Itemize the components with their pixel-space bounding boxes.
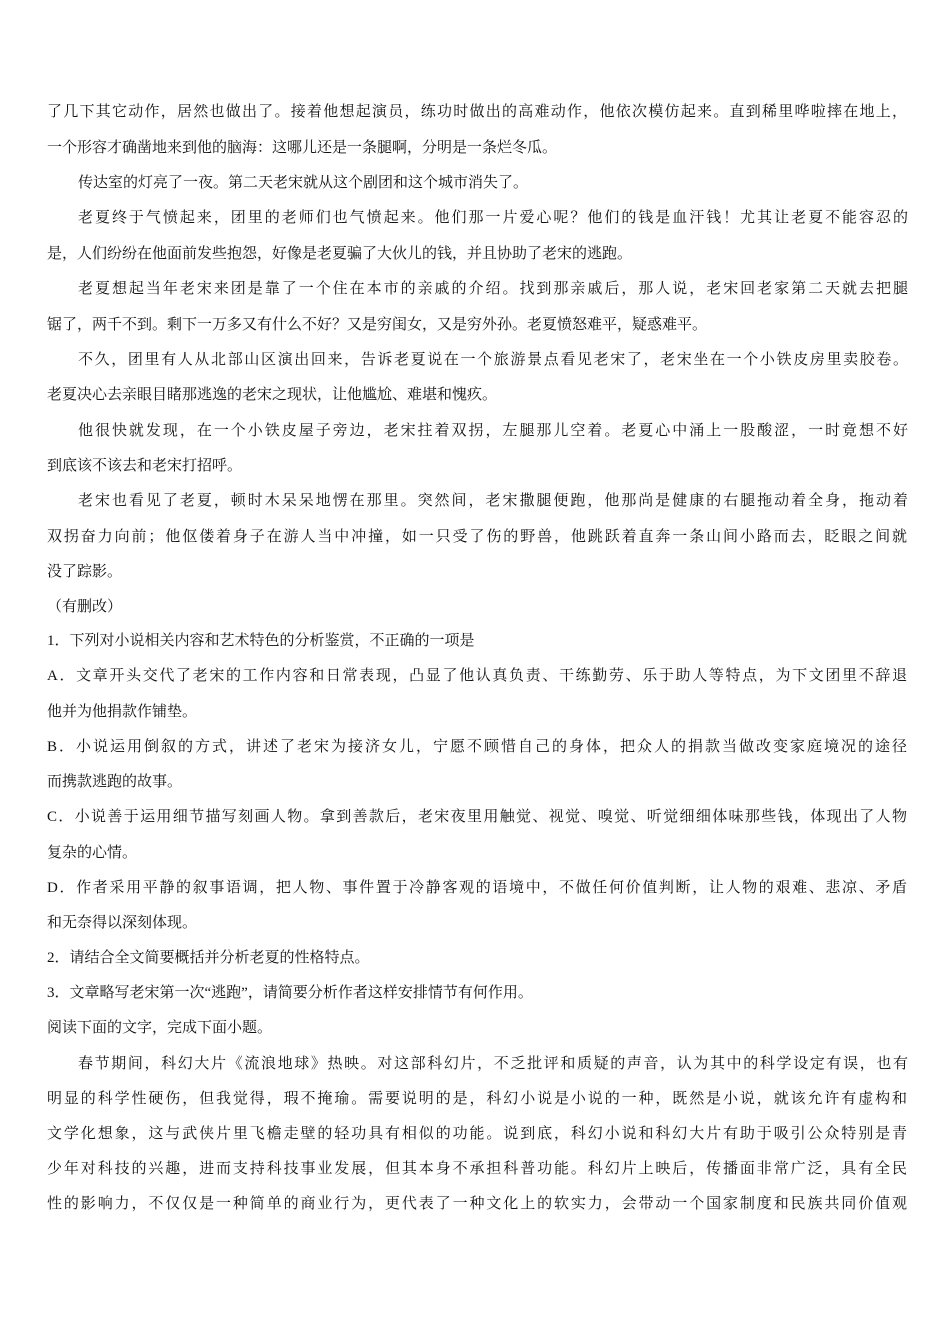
story-paragraph-line: 老夏决心去亲眼目睹那逃逸的老宋之现状，让他尴尬、难堪和愧疚。 — [47, 385, 498, 403]
option-a-line: 他并为他捐款作铺垫。 — [47, 704, 198, 720]
option-b-line: B．小说运用倒叙的方式，讲述了老宋为接济女儿，宁愿不顾惜自己的身体，把众人的捐款当做改变家庭境况的途径 — [47, 739, 907, 755]
story-paragraph-line: 传达室的灯亮了一夜。第二天老宋就从这个剧团和这个城市消失了。 — [78, 173, 529, 191]
story-paragraph-line: 锯了，两千不到。剩下一万多又有什么不好？又是穷闺女，又是穷外孙。老夏愤怒难平，疑惑难平。 — [47, 315, 708, 333]
story-paragraph-line: 他很快就发现，在一个小铁皮屋子旁边，老宋拄着双拐，左腿那儿空着。老夏心中涌上一股酸涩，一时竟想不好 — [78, 421, 908, 439]
edit-note: （有删改） — [47, 597, 123, 615]
story-paragraph-line: 双拐奋力向前；他伛偻着身子在游人当中冲撞，如一只受了伤的野兽，他跳跃着直奔一条山间小路而去，眨眼之间就 — [47, 527, 907, 545]
option-c-line: 复杂的心情。 — [47, 845, 138, 861]
article-paragraph-line: 少年对科技的兴趣，进而支持科技事业发展，但其本身不承担科普功能。科幻片上映后，传播面非常广泛，具有全民 — [47, 1159, 907, 1177]
question-2: 2．请结合全文简要概括并分析老夏的性格特点。 — [47, 950, 370, 966]
story-paragraph-line: 老夏想起当年老宋来团是靠了一个住在本市的亲戚的介绍。找到那亲戚后，那人说，老宋回老家第二天就去把腿 — [78, 279, 908, 297]
option-c-line: C．小说善于运用细节描写刻画人物。拿到善款后，老宋夜里用触觉、视觉、嗅觉、听觉细细体味那些钱，体现出了人物 — [47, 809, 907, 825]
story-paragraph-line: 老夏终于气愤起来，团里的老师们也气愤起来。他们那一片爱心呢？他们的钱是血汗钱！尤其让老夏不能容忍的 — [78, 208, 908, 226]
story-paragraph-line: 到底该不该去和老宋打招呼。 — [47, 456, 243, 474]
question-3: 3．文章略写老宋第一次“逃跑”，请简要分析作者这样安排情节有何作用。 — [47, 985, 533, 1001]
option-d-line: 和无奈得以深刻体现。 — [47, 915, 198, 931]
article-paragraph-line: 性的影响力，不仅仅是一种简单的商业行为，更代表了一种文化上的软实力，会带动一个国家制度和民族共同价值观 — [47, 1194, 907, 1212]
article-paragraph-line: 明显的科学性硬伤，但我觉得，瑕不掩瑜。需要说明的是，科幻小说是小说的一种，既然是小说，就该允许有虚构和 — [47, 1089, 907, 1107]
story-paragraph-line: 不久，团里有人从北部山区演出回来，告诉老夏说在一个旅游景点看见老宋了，老宋坐在一个小铁皮房里卖胶卷。 — [78, 350, 908, 368]
story-paragraph-line: 没了踪影。 — [47, 562, 123, 580]
option-a-line: A．文章开头交代了老宋的工作内容和日常表现，凸显了他认真负责、干练勤劳、乐于助人等特点，为下文团里不辞退 — [47, 668, 907, 684]
story-paragraph-line: 了几下其它动作，居然也做出了。接着他想起演员，练功时做出的高难动作，他依次模仿起来。直到稀里哗啦摔在地上， — [47, 102, 907, 120]
story-paragraph-line: 一个形容才确凿地来到他的脑海：这哪儿还是一条腿啊，分明是一条烂冬瓜。 — [47, 138, 558, 156]
article-paragraph-line: 春节期间，科幻大片《流浪地球》热映。对这部科幻片，不乏批评和质疑的声音，认为其中的科学设定有误，也有 — [78, 1054, 908, 1072]
option-d-line: D．作者采用平静的叙事语调，把人物、事件置于冷静客观的语境中，不做任何价值判断，让人物的艰难、悲凉、矛盾 — [47, 880, 907, 896]
story-paragraph-line: 老宋也看见了老夏，顿时木呆呆地愣在那里。突然间，老宋撒腿便跑，他那尚是健康的右腿拖动着全身，拖动着 — [78, 491, 908, 509]
reading-instruction: 阅读下面的文字，完成下面小题。 — [47, 1020, 273, 1036]
question-1-stem: 1．下列对小说相关内容和艺术特色的分析鉴赏，不正确的一项是 — [47, 633, 475, 649]
article-paragraph-line: 文学化想象，这与武侠片里飞檐走壁的轻功具有相似的功能。说到底，科幻小说和科幻大片有助于吸引公众特别是青 — [47, 1124, 907, 1142]
story-paragraph-line: 是，人们纷纷在他面前发些抱怨，好像是老夏骗了大伙儿的钱，并且协助了老宋的逃跑。 — [47, 244, 633, 262]
option-b-line: 而携款逃跑的故事。 — [47, 774, 183, 790]
